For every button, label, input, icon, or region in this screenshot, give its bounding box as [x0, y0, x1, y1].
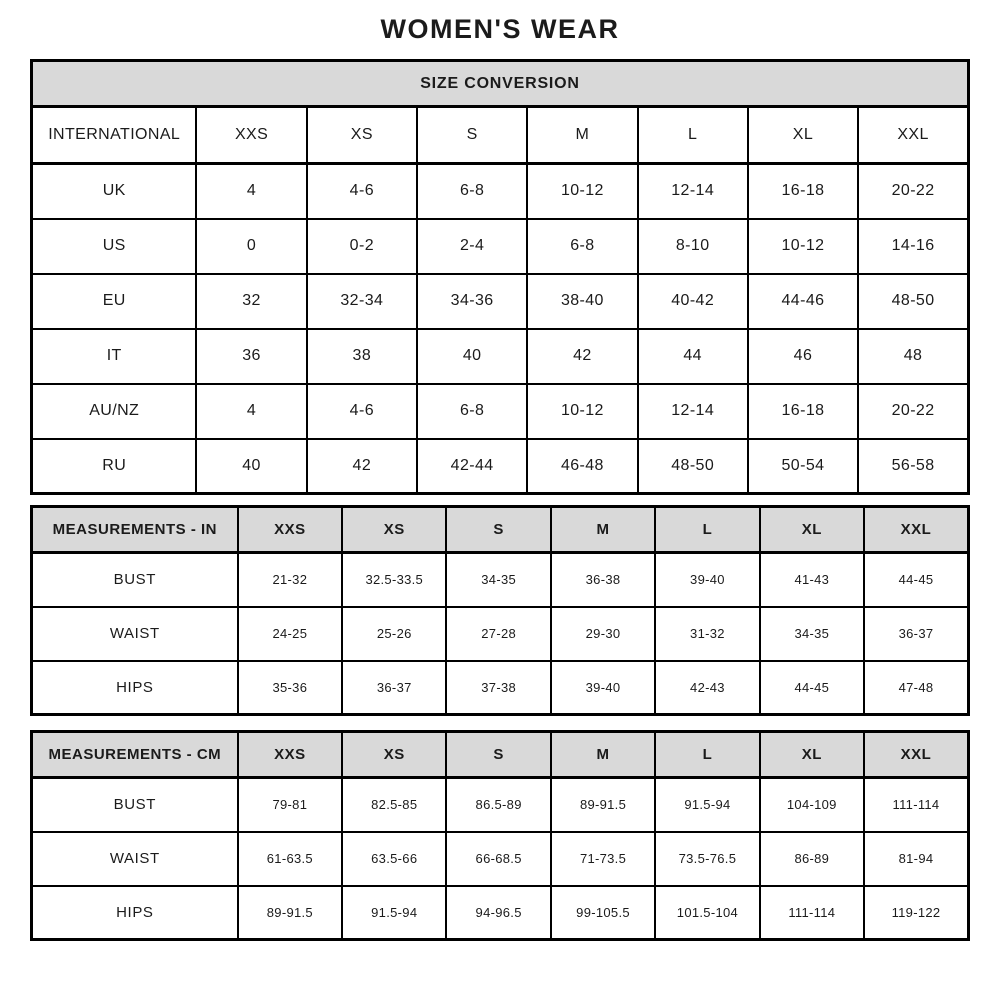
- measurements-in-header-row: [32, 507, 969, 553]
- size-header-cell: S: [417, 107, 527, 164]
- row-label-cell: HIPS: [32, 886, 238, 940]
- value-cell: 34-36: [417, 274, 527, 329]
- value-cell: 29-30: [551, 607, 655, 661]
- value-cell: 4: [196, 384, 306, 439]
- row-label-cell: US: [32, 219, 197, 274]
- value-cell: 42-44: [417, 439, 527, 494]
- value-cell: 50-54: [748, 439, 858, 494]
- value-cell: 40: [417, 329, 527, 384]
- corner-header-cell: MEASUREMENTS - IN: [32, 507, 238, 553]
- value-cell: 79-81: [238, 778, 342, 832]
- value-cell: 44-46: [748, 274, 858, 329]
- measurements-cm-table: [30, 730, 970, 941]
- value-cell: 71-73.5: [551, 832, 655, 886]
- value-cell: 2-4: [417, 219, 527, 274]
- table-row: [32, 274, 969, 329]
- size-header-cell: XXS: [238, 507, 342, 553]
- value-cell: 6-8: [417, 384, 527, 439]
- value-cell: 42: [307, 439, 417, 494]
- value-cell: 20-22: [858, 384, 968, 439]
- value-cell: 91.5-94: [655, 778, 759, 832]
- size-header-cell: XXL: [864, 732, 968, 778]
- size-header-cell: L: [655, 507, 759, 553]
- size-header-cell: XS: [342, 507, 446, 553]
- size-header-cell: XS: [307, 107, 417, 164]
- size-conversion-banner-row: [32, 61, 969, 107]
- size-header-cell: XL: [760, 507, 864, 553]
- row-label-cell: RU: [32, 439, 197, 494]
- value-cell: 10-12: [748, 219, 858, 274]
- value-cell: 16-18: [748, 164, 858, 219]
- value-cell: 82.5-85: [342, 778, 446, 832]
- measurements-in-table: [30, 505, 970, 716]
- value-cell: 46: [748, 329, 858, 384]
- value-cell: 99-105.5: [551, 886, 655, 940]
- size-header-cell: M: [551, 507, 655, 553]
- value-cell: 44: [638, 329, 748, 384]
- value-cell: 25-26: [342, 607, 446, 661]
- row-label-cell: BUST: [32, 553, 238, 607]
- value-cell: 27-28: [446, 607, 550, 661]
- size-conversion-table: [30, 59, 970, 495]
- value-cell: 42: [527, 329, 637, 384]
- measurements-cm-header-row: [32, 732, 969, 778]
- value-cell: 4-6: [307, 384, 417, 439]
- value-cell: 44-45: [864, 553, 968, 607]
- value-cell: 14-16: [858, 219, 968, 274]
- page-title: WOMEN'S WEAR: [380, 14, 620, 44]
- value-cell: 32-34: [307, 274, 417, 329]
- value-cell: 44-45: [760, 661, 864, 715]
- row-label-cell: WAIST: [32, 832, 238, 886]
- value-cell: 101.5-104: [655, 886, 759, 940]
- value-cell: 48-50: [638, 439, 748, 494]
- value-cell: 86.5-89: [446, 778, 550, 832]
- size-header-cell: L: [638, 107, 748, 164]
- value-cell: 86-89: [760, 832, 864, 886]
- table-row: [32, 439, 969, 494]
- value-cell: 66-68.5: [446, 832, 550, 886]
- value-cell: 32.5-33.5: [342, 553, 446, 607]
- value-cell: 111-114: [864, 778, 968, 832]
- value-cell: 104-109: [760, 778, 864, 832]
- value-cell: 0: [196, 219, 306, 274]
- value-cell: 40-42: [638, 274, 748, 329]
- size-header-cell: XL: [748, 107, 858, 164]
- row-label-cell: BUST: [32, 778, 238, 832]
- corner-header-cell: MEASUREMENTS - CM: [32, 732, 238, 778]
- value-cell: 20-22: [858, 164, 968, 219]
- value-cell: 21-32: [238, 553, 342, 607]
- value-cell: 8-10: [638, 219, 748, 274]
- value-cell: 111-114: [760, 886, 864, 940]
- value-cell: 41-43: [760, 553, 864, 607]
- value-cell: 10-12: [527, 164, 637, 219]
- value-cell: 42-43: [655, 661, 759, 715]
- size-header-cell: M: [527, 107, 637, 164]
- table-row: [32, 886, 969, 940]
- table-row: [32, 661, 969, 715]
- value-cell: 24-25: [238, 607, 342, 661]
- row-label-cell: WAIST: [32, 607, 238, 661]
- size-header-cell: M: [551, 732, 655, 778]
- table-row: [32, 553, 969, 607]
- table-row: [32, 778, 969, 832]
- size-header-cell: XL: [760, 732, 864, 778]
- value-cell: 89-91.5: [238, 886, 342, 940]
- value-cell: 38: [307, 329, 417, 384]
- value-cell: 4: [196, 164, 306, 219]
- size-conversion-title: SIZE CONVERSION: [32, 61, 969, 107]
- row-label-cell: AU/NZ: [32, 384, 197, 439]
- value-cell: 89-91.5: [551, 778, 655, 832]
- value-cell: 16-18: [748, 384, 858, 439]
- value-cell: 91.5-94: [342, 886, 446, 940]
- value-cell: 31-32: [655, 607, 759, 661]
- table-row: [32, 832, 969, 886]
- value-cell: 56-58: [858, 439, 968, 494]
- size-header-cell: S: [446, 732, 550, 778]
- value-cell: 63.5-66: [342, 832, 446, 886]
- value-cell: 47-48: [864, 661, 968, 715]
- corner-header-cell: INTERNATIONAL: [32, 107, 197, 164]
- size-header-cell: XXL: [858, 107, 968, 164]
- value-cell: 37-38: [446, 661, 550, 715]
- value-cell: 34-35: [446, 553, 550, 607]
- value-cell: 46-48: [527, 439, 637, 494]
- value-cell: 6-8: [417, 164, 527, 219]
- value-cell: 6-8: [527, 219, 637, 274]
- value-cell: 48: [858, 329, 968, 384]
- value-cell: 36-37: [342, 661, 446, 715]
- value-cell: 32: [196, 274, 306, 329]
- row-label-cell: HIPS: [32, 661, 238, 715]
- size-header-cell: XXL: [864, 507, 968, 553]
- size-header-cell: XS: [342, 732, 446, 778]
- size-header-cell: XXS: [196, 107, 306, 164]
- value-cell: 36-38: [551, 553, 655, 607]
- table-row: [32, 219, 969, 274]
- value-cell: 94-96.5: [446, 886, 550, 940]
- value-cell: 34-35: [760, 607, 864, 661]
- value-cell: 119-122: [864, 886, 968, 940]
- row-label-cell: IT: [32, 329, 197, 384]
- value-cell: 12-14: [638, 384, 748, 439]
- value-cell: 81-94: [864, 832, 968, 886]
- value-cell: 12-14: [638, 164, 748, 219]
- table-row: [32, 607, 969, 661]
- value-cell: 61-63.5: [238, 832, 342, 886]
- value-cell: 36: [196, 329, 306, 384]
- value-cell: 0-2: [307, 219, 417, 274]
- value-cell: 4-6: [307, 164, 417, 219]
- value-cell: 40: [196, 439, 306, 494]
- size-header-cell: L: [655, 732, 759, 778]
- value-cell: 38-40: [527, 274, 637, 329]
- size-header-cell: XXS: [238, 732, 342, 778]
- value-cell: 39-40: [655, 553, 759, 607]
- value-cell: 73.5-76.5: [655, 832, 759, 886]
- value-cell: 39-40: [551, 661, 655, 715]
- table-row: [32, 164, 969, 219]
- row-label-cell: EU: [32, 274, 197, 329]
- value-cell: 35-36: [238, 661, 342, 715]
- size-conversion-header-row: [32, 107, 969, 164]
- value-cell: 10-12: [527, 384, 637, 439]
- table-row: [32, 329, 969, 384]
- row-label-cell: UK: [32, 164, 197, 219]
- table-row: [32, 384, 969, 439]
- value-cell: 48-50: [858, 274, 968, 329]
- value-cell: 36-37: [864, 607, 968, 661]
- size-header-cell: S: [446, 507, 550, 553]
